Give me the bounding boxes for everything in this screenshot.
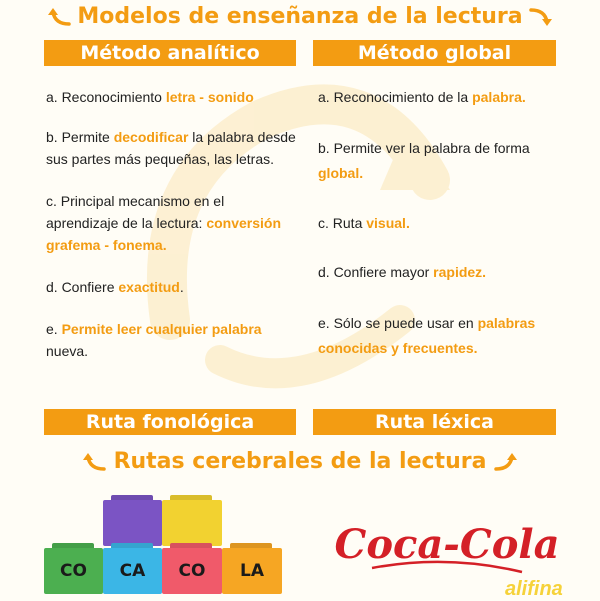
analytic-method-heading: Método analítico bbox=[44, 40, 296, 66]
phonological-route-banner: Ruta fonológica bbox=[44, 409, 296, 435]
list-item: b. Permite decodificar la palabra desde sus partes más pequeñas, las letras. bbox=[46, 129, 296, 167]
curved-arrow-left-icon bbox=[82, 451, 108, 473]
subtitle-row bbox=[0, 447, 600, 477]
block-co-1: CO bbox=[44, 548, 103, 594]
list-item: c. Ruta visual. bbox=[318, 215, 410, 231]
top-block-purple bbox=[103, 500, 162, 546]
logo-text: Coca-Cola bbox=[334, 521, 560, 568]
global-method-heading: Método global bbox=[313, 40, 556, 66]
lexical-route-banner: Ruta léxica bbox=[313, 409, 556, 435]
block-la: LA bbox=[222, 548, 282, 594]
curved-arrow-right-icon bbox=[492, 451, 518, 473]
block-ca: CA bbox=[103, 548, 162, 594]
list-item: b. Permite ver la palabra de forma global. bbox=[318, 140, 530, 181]
coca-cola-logo bbox=[334, 506, 560, 586]
list-item: c. Principal mecanismo en el aprendizaje de la lectura: conversión grafema - fonema. bbox=[46, 193, 282, 253]
list-item: d. Confiere exactitud. bbox=[46, 279, 184, 295]
curved-arrow-right-icon bbox=[527, 6, 553, 28]
list-item: e. Permite leer cualquier palabra nueva. bbox=[46, 321, 262, 359]
curved-arrow-left-icon bbox=[47, 6, 73, 28]
brand-watermark: alifina bbox=[505, 578, 563, 600]
list-item: a. Reconocimiento de la palabra. bbox=[318, 89, 526, 105]
block-co-2: CO bbox=[162, 548, 222, 594]
page-title-row bbox=[0, 2, 600, 32]
subtitle: Rutas cerebrales de la lectura bbox=[113, 449, 487, 474]
analytic-method-list bbox=[46, 86, 296, 362]
global-method-list bbox=[318, 86, 563, 361]
top-block-yellow bbox=[162, 500, 222, 546]
list-item: a. Reconocimiento letra - sonido bbox=[46, 89, 254, 105]
list-item: e. Sólo se puede usar en palabras conocidas y frecuentes. bbox=[318, 315, 536, 356]
list-item: d. Confiere mayor rapidez. bbox=[318, 264, 487, 280]
page-title: Modelos de enseñanza de la lectura bbox=[77, 4, 523, 29]
